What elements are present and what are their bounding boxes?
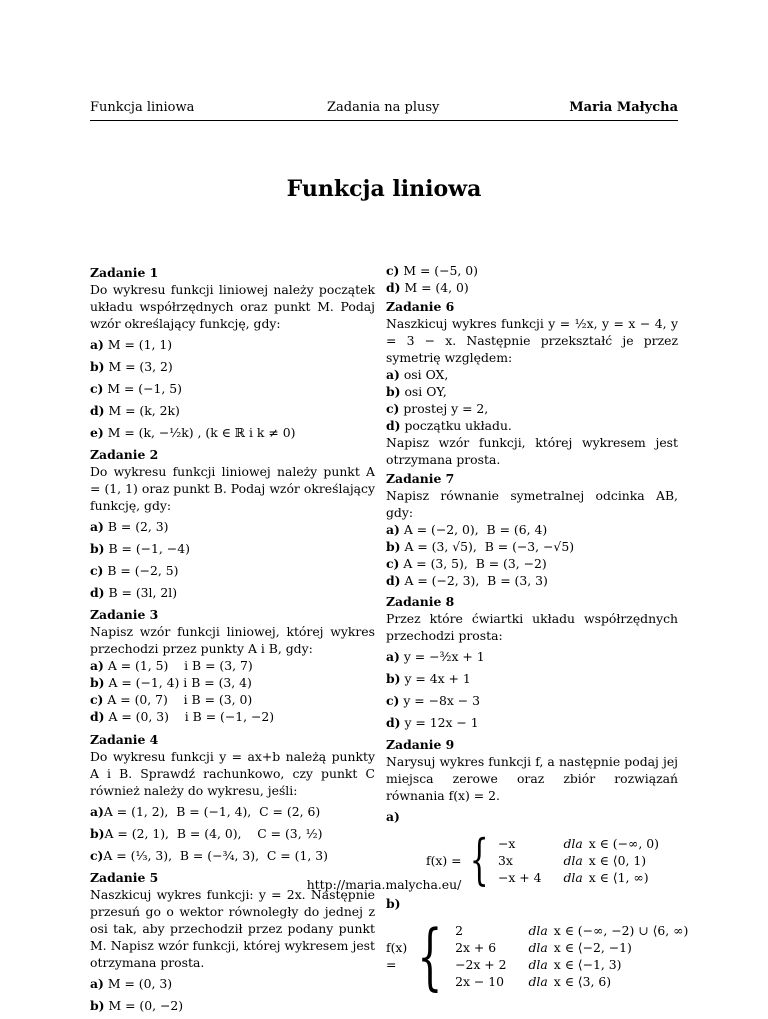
item-text: A = (1, 5) i B = (3, 7)	[103, 658, 253, 673]
task-8-text: Przez które ćwiartki układu współrzędnych przechodzi prosta:	[386, 611, 678, 643]
task-1-text: Do wykresu funkcji liniowej należy początek układu współrzędnych oraz punkt M. Podaj wzór określający funkcję, gdy:	[90, 282, 375, 331]
task-2-text: Do wykresu funkcji liniowej należy punkt A = (1, 1) oraz punkt B. Podaj wzór określający funkcję, gdy:	[90, 464, 375, 513]
task-5-text: Naszkicuj wykres funkcji: y = 2x. Następnie przesuń go o wektor równoległy do jednej z osi tak, aby przechodził przez podany punkt M. Napisz wzór funkcji, której wykresem jest otrzymana prosta.	[90, 887, 375, 970]
item-text: prostej y = 2,	[399, 401, 489, 416]
header-left: Funkcja liniowa	[90, 100, 195, 115]
item-letter: c)	[386, 556, 400, 571]
header-author: Maria Małycha	[569, 100, 678, 115]
item-letter: a)	[386, 522, 400, 537]
task-6-text2: Napisz wzór funkcji, której wykresem jest otrzymana prosta.	[386, 435, 678, 467]
item-letter: d)	[386, 280, 401, 295]
list-item	[90, 803, 375, 820]
task-4-items	[90, 803, 375, 864]
task-6-title: Zadanie 6	[386, 299, 455, 314]
list-item	[386, 714, 678, 731]
item-letter: d)	[386, 573, 401, 588]
function-name-a: f(x) =	[426, 852, 462, 868]
item-letter: b)	[90, 675, 105, 690]
task-8-items	[386, 648, 678, 731]
task-7-text: Napisz równanie symetralnej odcinka AB, gdy:	[386, 488, 678, 520]
item-letter: a)	[90, 976, 104, 991]
list-item	[386, 383, 678, 400]
item-text: M = (3, 2)	[104, 359, 173, 374]
list-item	[90, 674, 375, 691]
list-item	[90, 584, 375, 601]
task-1-items	[90, 336, 375, 441]
left-column	[90, 262, 375, 1019]
item-letter: e)	[90, 425, 104, 440]
item-letter: c)	[90, 692, 104, 707]
list-item	[386, 648, 678, 665]
item-letter: d)	[386, 418, 401, 433]
item-text: B = (2, 3)	[103, 519, 169, 534]
item-text: A = (1, 2), B = (−1, 4), C = (2, 6)	[103, 804, 321, 819]
piecewise-row	[455, 973, 694, 990]
brace-a: {	[469, 828, 489, 891]
item-text: A = (−2, 3), B = (3, 3)	[400, 573, 548, 588]
piecewise-row	[498, 852, 665, 869]
item-letter: c)	[386, 263, 400, 278]
item-letter: a)	[90, 658, 104, 673]
piece-domain: x ∈ ⟨−2, −1)	[553, 940, 632, 955]
item-text: A = (−1, 4) i B = (3, 4)	[104, 675, 252, 690]
item-letter: b)	[90, 359, 105, 374]
task-3-text: Napisz wzór funkcji liniowej, której wykres przechodzi przez punkty A i B, gdy:	[90, 624, 375, 656]
item-letter: d)	[386, 715, 401, 730]
item-letter: d)	[90, 585, 105, 600]
header-center: Zadania na plusy	[327, 100, 440, 115]
footer-url[interactable]: http://maria.malycha.eu/	[306, 877, 462, 892]
item-text: początku układu.	[400, 418, 512, 433]
piece-expression: 2x + 6	[455, 940, 497, 955]
piece-dla: dla	[528, 940, 548, 955]
item-text: M = (4, 0)	[400, 280, 469, 295]
item-letter: d)	[90, 709, 105, 724]
task-9-a-label: a)	[386, 809, 400, 824]
piece-expression: 2x − 10	[455, 974, 504, 989]
list-item	[386, 692, 678, 709]
item-text: osi OX,	[399, 367, 449, 382]
list-item	[90, 847, 375, 864]
list-item	[90, 380, 375, 397]
item-letter: c)	[90, 848, 104, 863]
task-9-text: Narysuj wykres funkcji f, a następnie podaj jej miejsca zerowe oraz zbiór rozwiązań równania f(x) = 2.	[386, 754, 678, 803]
task-5-title: Zadanie 5	[90, 870, 159, 885]
item-text: M = (k, 2k)	[104, 403, 180, 418]
task-8-title: Zadanie 8	[386, 594, 455, 609]
list-item	[90, 562, 375, 579]
piece-expression: −x	[497, 835, 516, 851]
task-7-title: Zadanie 7	[386, 471, 455, 486]
item-letter: d)	[90, 403, 105, 418]
list-item	[386, 670, 678, 687]
item-letter: b)	[386, 539, 401, 554]
item-letter: b)	[90, 826, 105, 841]
item-text: M = (0, 3)	[103, 976, 173, 991]
list-item	[90, 540, 375, 557]
list-item	[90, 691, 375, 708]
item-letter: c)	[386, 401, 400, 416]
task-2-title: Zadanie 2	[90, 447, 159, 462]
function-name-b: f(x) =	[386, 940, 408, 972]
list-item	[90, 975, 375, 992]
piece-expression: −2x + 2	[455, 957, 507, 972]
task-9-b-label: b)	[386, 896, 401, 911]
item-letter: a)	[386, 367, 400, 382]
item-letter: b)	[90, 541, 105, 556]
task-9-title: Zadanie 9	[386, 737, 455, 752]
piece-expression: 3x	[497, 852, 513, 868]
item-text: M = (k, −½k) , (k ∈ ℝ i k ≠ 0)	[103, 425, 296, 440]
item-text: y = 4x + 1	[400, 671, 471, 686]
piecewise-row	[498, 835, 665, 852]
task-3-items	[90, 657, 375, 725]
task-6-items	[386, 366, 678, 434]
list-item	[90, 825, 375, 842]
piece-domain: x ∈ ⟨−1, 3)	[553, 957, 622, 972]
brace-b: {	[417, 914, 443, 998]
piecewise-row	[455, 956, 694, 973]
list-item	[386, 279, 678, 296]
item-text: B = (3l, 2l)	[104, 585, 178, 600]
task-2-items	[90, 518, 375, 601]
piece-domain: x ∈ ⟨0, 1)	[588, 852, 647, 868]
item-letter: a)	[90, 337, 104, 352]
piecewise-table-b	[455, 922, 694, 990]
item-text: M = (−5, 0)	[399, 263, 479, 278]
piece-dla: dla	[563, 835, 583, 851]
list-item	[90, 997, 375, 1014]
list-item	[90, 402, 375, 419]
task-4-title: Zadanie 4	[90, 732, 159, 747]
piece-dla: dla	[528, 957, 548, 972]
task-5-items-left	[90, 975, 375, 1014]
piece-domain: x ∈ (−∞, −2) ∪ ⟨6, ∞)	[553, 923, 689, 938]
item-text: y = 12x − 1	[400, 715, 479, 730]
item-text: A = (3, 5), B = (3, −2)	[399, 556, 547, 571]
list-item	[90, 424, 375, 441]
item-letter: a)	[386, 649, 400, 664]
header-rule	[90, 120, 678, 121]
item-text: M = (−1, 5)	[103, 381, 183, 396]
item-text: A = (0, 7) i B = (3, 0)	[103, 692, 253, 707]
list-item	[386, 400, 678, 417]
item-text: A = (⅓, 3), B = (−¾, 3), C = (1, 3)	[103, 848, 328, 863]
list-item	[386, 262, 678, 279]
task-6-text: Naszkicuj wykres funkcji y = ½x, y = x − 4, y = 3 − x. Następnie przekształć je przez symetrię względem:	[386, 316, 678, 365]
list-item	[90, 358, 375, 375]
item-letter: a)	[90, 519, 104, 534]
item-text: M = (0, −2)	[104, 998, 184, 1013]
item-text: A = (3, √5), B = (−3, −√5)	[400, 539, 575, 554]
piece-domain: x ∈ ⟨1, ∞)	[588, 869, 649, 885]
list-item	[90, 708, 375, 725]
piece-domain: x ∈ ⟨3, 6)	[553, 974, 612, 989]
piece-dla: dla	[563, 852, 583, 868]
piece-domain: x ∈ (−∞, 0)	[588, 835, 659, 851]
list-item	[386, 521, 678, 538]
piece-dla: dla	[528, 923, 548, 938]
piece-expression: 2	[455, 923, 463, 938]
list-item	[90, 657, 375, 674]
item-text: M = (1, 1)	[103, 337, 173, 352]
list-item	[386, 538, 678, 555]
item-letter: a)	[90, 804, 104, 819]
task-7-items	[386, 521, 678, 589]
item-letter: c)	[90, 381, 104, 396]
item-text: A = (2, 1), B = (4, 0), C = (3, ½)	[104, 826, 323, 841]
task-4-text: Do wykresu funkcji y = ax+b należą punkty A i B. Sprawdź rachunkowo, czy punkt C również należy do wykresu, jeśli:	[90, 749, 375, 798]
piece-expression: −x + 4	[497, 869, 542, 885]
item-letter: b)	[386, 384, 401, 399]
piecewise-function-b	[386, 914, 689, 998]
list-item	[386, 572, 678, 589]
task-1-title: Zadanie 1	[90, 265, 159, 280]
list-item	[90, 518, 375, 535]
item-text: y = −³⁄₂x + 1	[399, 649, 485, 664]
item-text: B = (−1, −4)	[104, 541, 190, 556]
piecewise-row	[455, 939, 694, 956]
item-letter: c)	[90, 563, 104, 578]
item-text: osi OY,	[400, 384, 447, 399]
list-item	[386, 417, 678, 434]
item-letter: b)	[90, 998, 105, 1013]
item-letter: b)	[386, 671, 401, 686]
item-letter: c)	[386, 693, 400, 708]
piecewise-row	[455, 922, 694, 939]
list-item	[386, 366, 678, 383]
item-text: B = (−2, 5)	[103, 563, 179, 578]
piece-dla: dla	[528, 974, 548, 989]
item-text: y = −8x − 3	[399, 693, 481, 708]
item-text: A = (0, 3) i B = (−1, −2)	[104, 709, 275, 724]
task-5-items-right	[386, 262, 678, 296]
page-title: Funkcja liniowa	[286, 176, 482, 202]
piece-dla: dla	[563, 869, 583, 885]
task-3-title: Zadanie 3	[90, 607, 159, 622]
item-text: A = (−2, 0), B = (6, 4)	[399, 522, 548, 537]
list-item	[90, 336, 375, 353]
list-item	[386, 555, 678, 572]
